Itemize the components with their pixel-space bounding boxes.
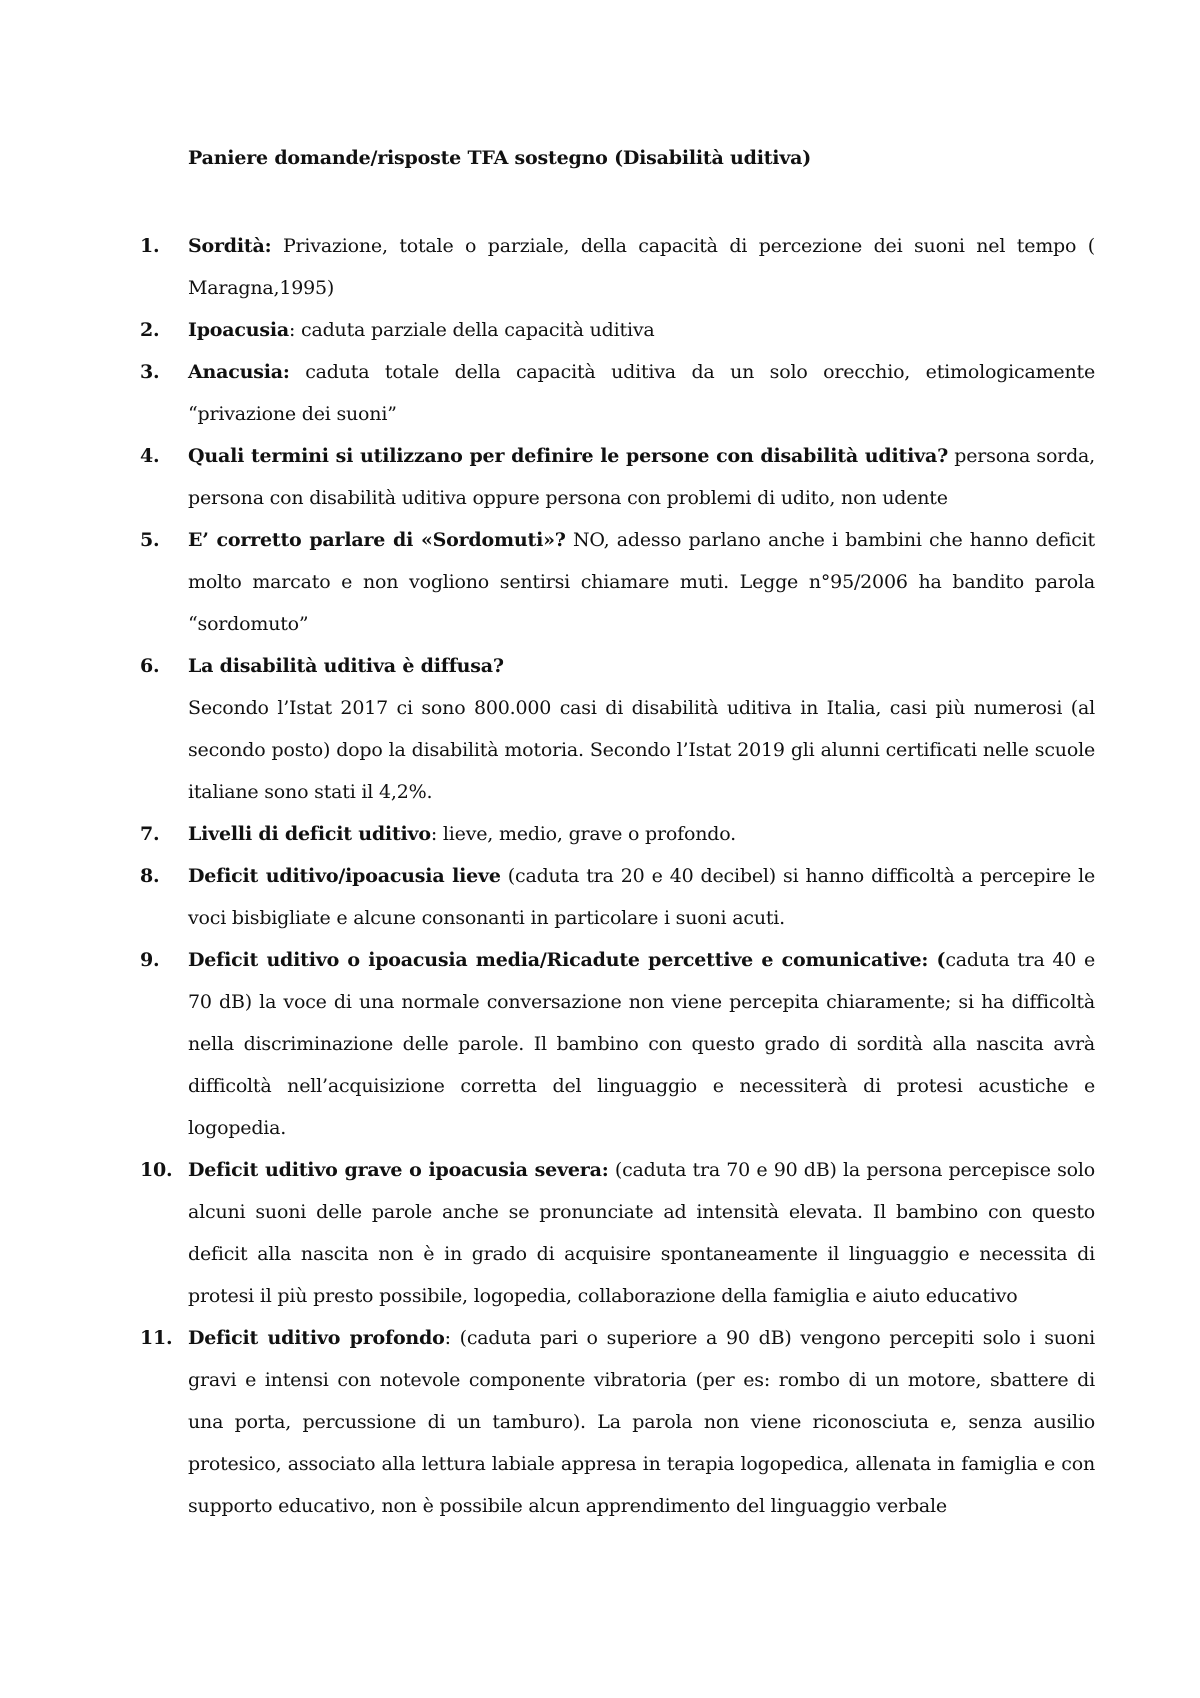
item-number: 11.: [140, 1327, 173, 1349]
item-term: E’ corretto parlare di «Sordomuti»?: [188, 529, 566, 551]
item-term: Deficit uditivo/ipoacusia lieve: [188, 865, 501, 887]
list-item: [140, 855, 1095, 939]
list-item: [140, 645, 1095, 813]
item-text: Privazione, totale o parziale, della capacità di percezione dei suoni nel tempo ( Maragna,1995): [188, 235, 1095, 299]
list-item: [140, 519, 1095, 645]
item-number: 2.: [140, 319, 160, 341]
list-item: [140, 1149, 1095, 1317]
list-item: [140, 1317, 1095, 1527]
item-number: 4.: [140, 445, 160, 467]
item-text: : lieve, medio, grave o profondo.: [430, 823, 736, 845]
item-number: 10.: [140, 1159, 173, 1181]
list-item: [140, 435, 1095, 519]
item-number: 9.: [140, 949, 160, 971]
item-number: 1.: [140, 235, 160, 257]
item-term: Ipoacusia: [188, 319, 289, 341]
item-number: 7.: [140, 823, 160, 845]
item-number: 8.: [140, 865, 160, 887]
item-term: La disabilità uditiva è diffusa?: [188, 655, 504, 677]
item-text: (caduta tra 20 e 40 decibel) si hanno difficoltà a percepire le voci bisbigliate e alcune consonanti in particolare i suoni acuti.: [188, 865, 1095, 929]
list-item: [140, 351, 1095, 435]
item-text: : (caduta pari o superiore a 90 dB) vengono percepiti solo i suoni gravi e intensi con notevole componente vibratoria (per es: rombo di un motore, sbattere di una porta, percussione di un tamburo). La parola non viene riconosciuta e, senza ausilio protesico, associato alla lettura labiale appresa in terapia logopedica, allenata in famiglia e con supporto educativo, non è possibile alcun apprendimento del linguaggio verbale: [188, 1327, 1095, 1517]
item-number: 3.: [140, 361, 160, 383]
document-title: Paniere domande/risposte TFA sostegno (Disabilità uditiva): [188, 147, 812, 169]
item-term: Deficit uditivo grave o ipoacusia severa:: [188, 1159, 609, 1181]
item-text: : caduta parziale della capacità uditiva: [288, 319, 655, 341]
list-item: [140, 813, 1095, 855]
item-text: persona sorda, persona con disabilità uditiva oppure persona con problemi di udito, non udente: [188, 445, 1095, 509]
list-item: [140, 309, 1095, 351]
item-text: (caduta tra 70 e 90 dB) la persona percepisce solo alcuni suoni delle parole anche se pronunciate ad intensità elevata. Il bambino con questo deficit alla nascita non è in grado di acquisire spontaneamente il linguaggio e necessita di protesi il più presto possibile, logopedia, collaborazione della famiglia e aiuto educativo: [188, 1159, 1095, 1307]
list-item: [140, 939, 1095, 1149]
item-number: 5.: [140, 529, 160, 551]
item-answer-paragraph: Secondo l’Istat 2017 ci sono 800.000 casi di disabilità uditiva in Italia, casi più numerosi (al secondo posto) dopo la disabilità motoria. Secondo l’Istat 2019 gli alunni certificati nelle scuole italiane sono stati il 4,2%.: [188, 697, 1095, 803]
item-term: Livelli di deficit uditivo: [188, 823, 431, 845]
question-list: [140, 225, 1095, 1527]
list-item: [140, 225, 1095, 309]
item-term: Deficit uditivo o ipoacusia media/Ricadute percettive e comunicative: (: [188, 949, 946, 971]
item-text: caduta totale della capacità uditiva da un solo orecchio, etimologicamente “privazione dei suoni”: [188, 361, 1095, 425]
item-term: Anacusia:: [188, 361, 290, 383]
item-text: NO, adesso parlano anche i bambini che hanno deficit molto marcato e non vogliono sentirsi chiamare muti. Legge n°95/2006 ha bandito parola “sordomuto”: [188, 529, 1095, 635]
item-term: Quali termini si utilizzano per definire le persone con disabilità uditiva?: [188, 445, 948, 467]
item-term: Deficit uditivo profondo: [188, 1327, 445, 1349]
item-text: caduta tra 40 e 70 dB) la voce di una normale conversazione non viene percepita chiaramente; si ha difficoltà nella discriminazione delle parole. Il bambino con questo grado di sordità alla nascita avrà difficoltà nell’acquisizione corretta del linguaggio e necessiterà di protesi acustiche e logopedia.: [188, 949, 1095, 1139]
item-number: 6.: [140, 655, 160, 677]
item-term: Sordità:: [188, 235, 272, 257]
